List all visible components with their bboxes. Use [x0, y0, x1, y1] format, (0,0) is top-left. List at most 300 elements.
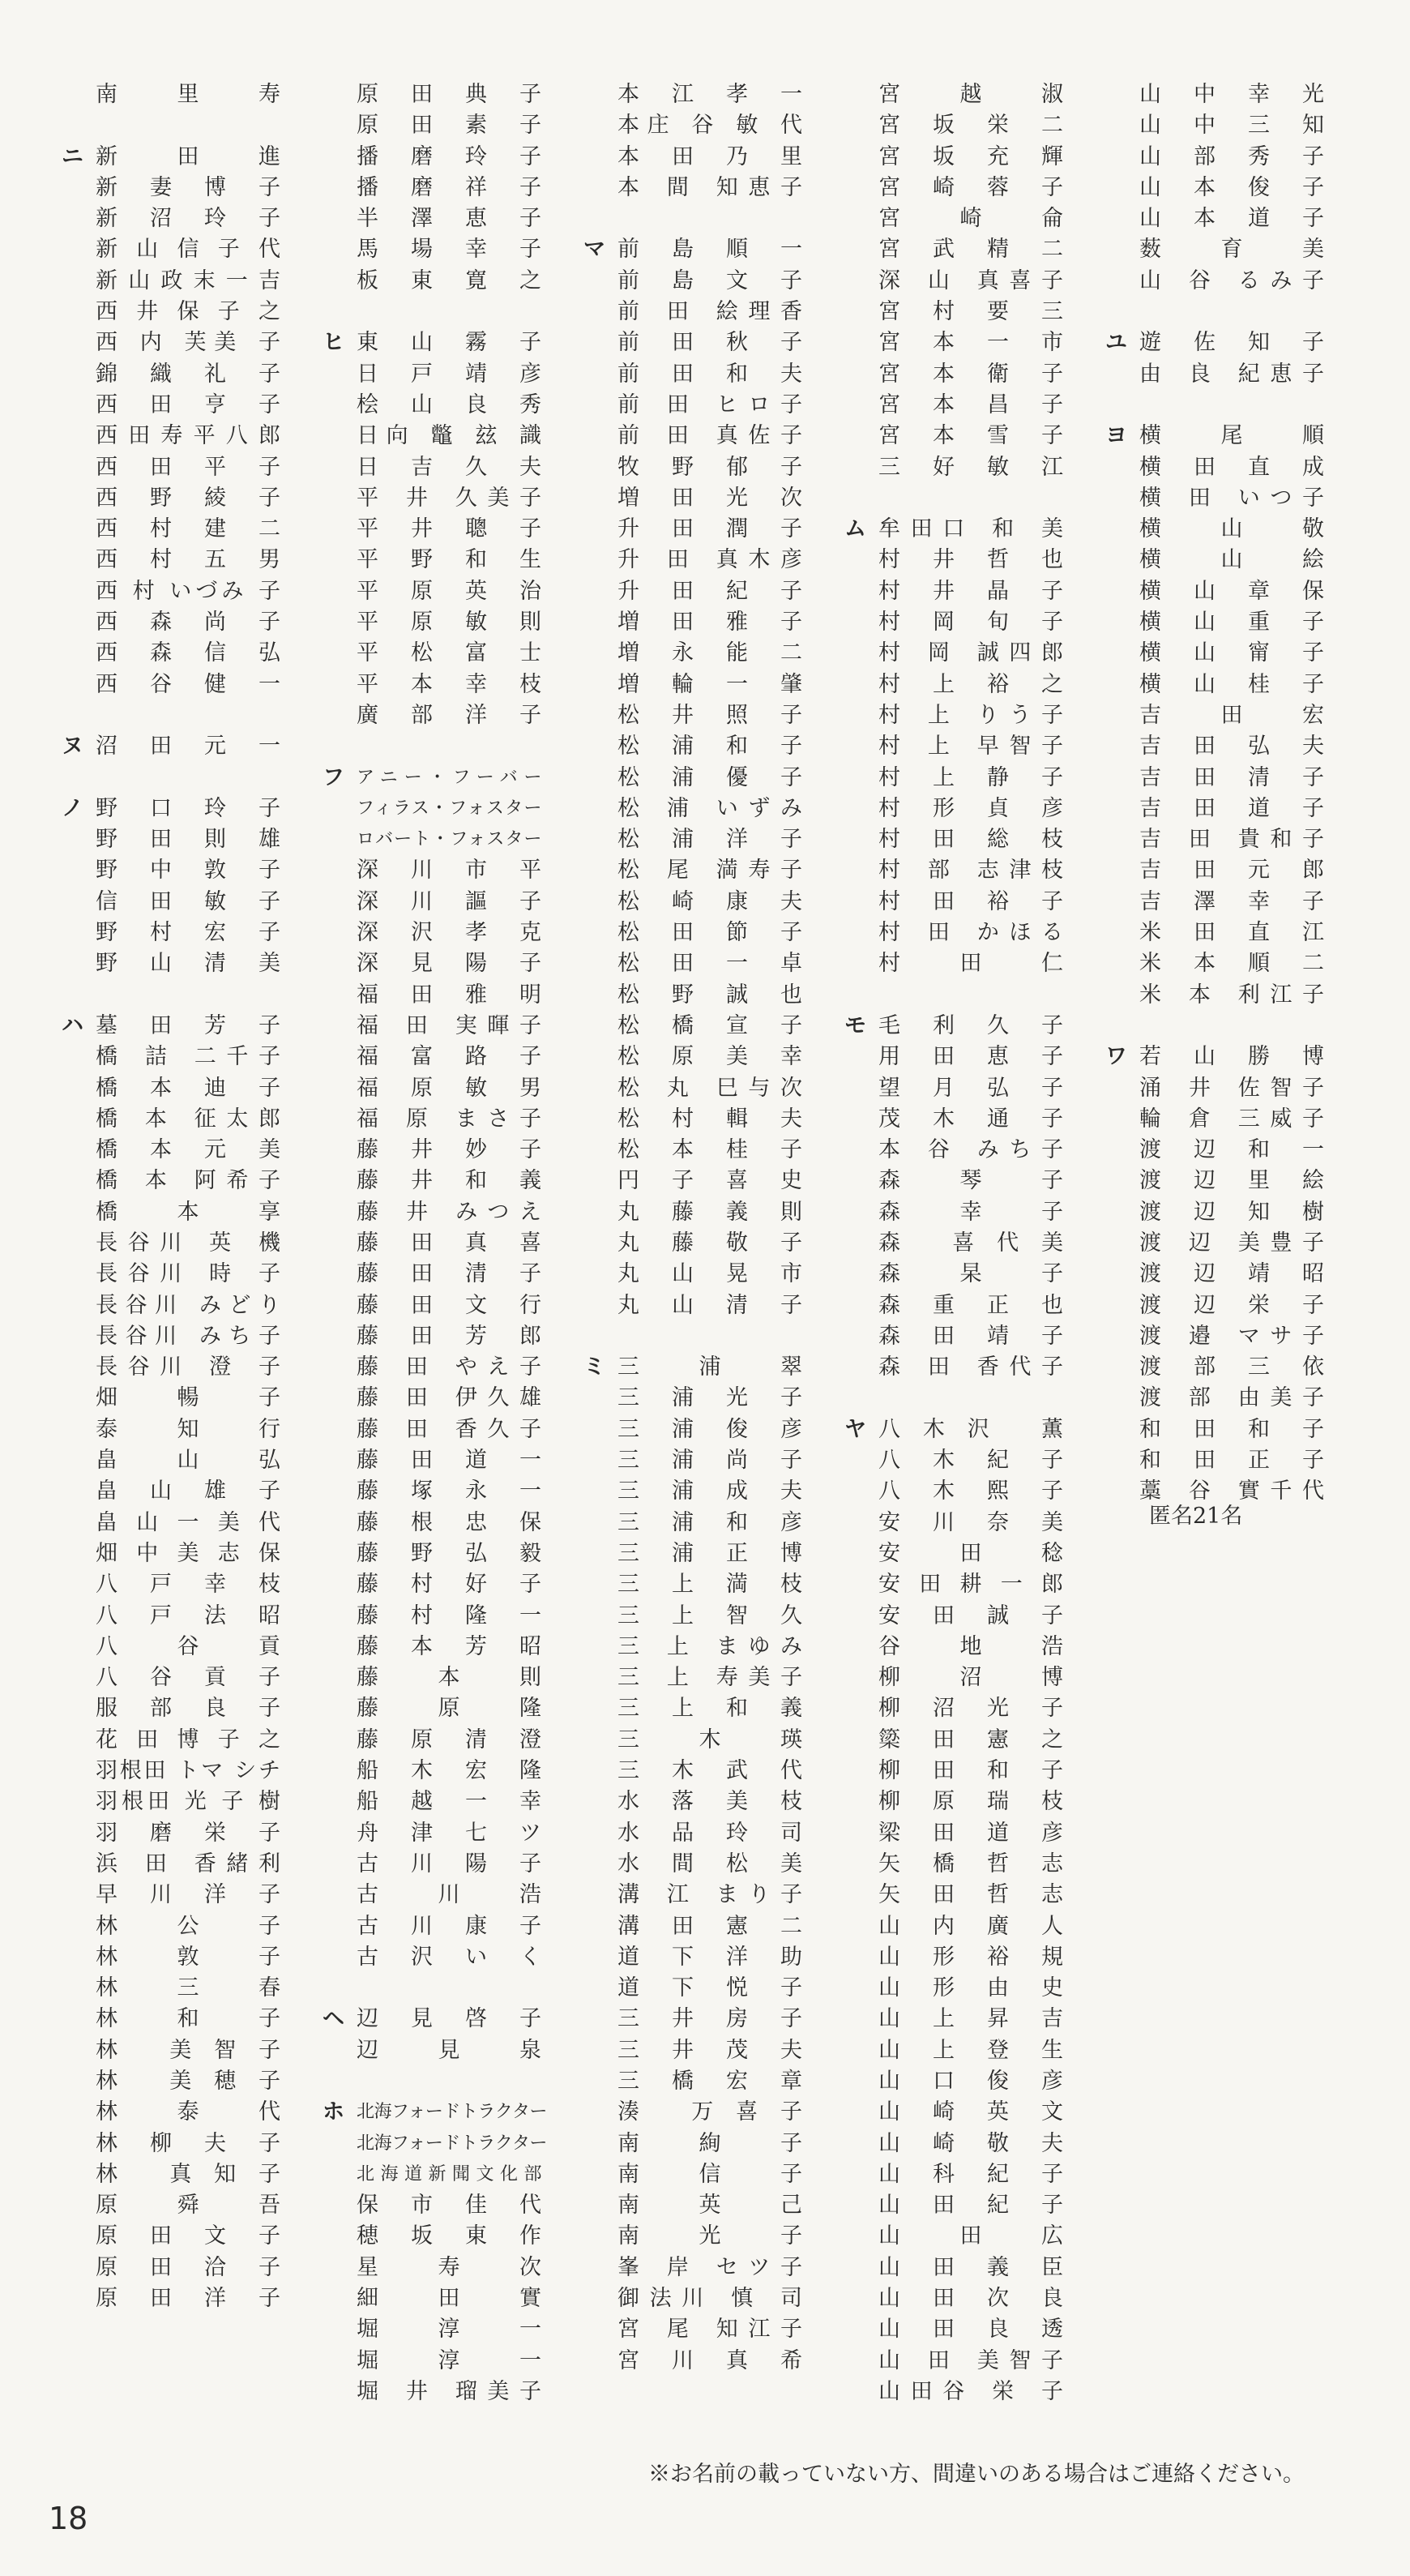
name-row	[1139, 1011, 1324, 1042]
name-row	[1139, 948, 1324, 979]
person-name: 畠 山 雄 子	[96, 1478, 280, 1504]
name-row	[1139, 1259, 1324, 1290]
person-name: 三 上 まゆみ	[617, 1633, 802, 1659]
person-name: 山 口 俊 彦	[878, 2069, 1063, 2094]
name-row	[357, 1787, 541, 1817]
person-name: 宮 越 淑	[878, 82, 1063, 107]
name-row	[357, 142, 541, 173]
name-row	[617, 2097, 802, 2128]
person-name: 宮 本 一 市	[878, 330, 1063, 356]
name-row	[1139, 452, 1324, 483]
name-row	[62, 731, 280, 762]
person-name: 深 川 市 平	[357, 858, 541, 884]
person-name: 峯 岸 セツ子	[617, 2254, 802, 2280]
name-row	[96, 918, 280, 948]
person-name: 三 上 寿美子	[617, 1665, 802, 1691]
name-row	[62, 142, 280, 173]
person-name: 三 浦 俊 彦	[617, 1416, 802, 1442]
person-name: 本 間 知恵子	[617, 174, 802, 200]
name-row	[878, 452, 1063, 483]
name-row	[878, 1880, 1063, 1911]
name-row	[878, 607, 1063, 638]
person-name: 花 田 博 子 之	[96, 1727, 280, 1752]
name-row	[357, 1352, 541, 1383]
person-name: 半 澤 恵 子	[357, 206, 541, 232]
person-name: 堀 淳 一	[357, 2317, 541, 2343]
name-row	[617, 1973, 802, 2004]
name-row	[878, 2035, 1063, 2066]
name-row	[617, 2159, 802, 2190]
person-name: 廣 部 洋 子	[357, 702, 541, 728]
name-row	[878, 1383, 1063, 1414]
person-name: 新 山 信 子 代	[96, 237, 280, 263]
name-row	[357, 2035, 541, 2066]
name-row	[878, 483, 1063, 514]
name-row	[617, 2035, 802, 2066]
name-row	[1139, 1135, 1324, 1166]
name-row	[357, 1321, 541, 1352]
person-name: 増 永 能 二	[617, 640, 802, 666]
name-row	[617, 948, 802, 979]
name-row	[96, 266, 280, 297]
section-kana-heading: ホ	[323, 2099, 344, 2125]
name-row	[878, 234, 1063, 265]
person-name: 藤 田 香久子	[357, 1416, 541, 1442]
person-name: 横 田 直 成	[1139, 454, 1324, 480]
person-name: 西 村 五 男	[96, 547, 280, 573]
name-row	[357, 1725, 541, 1756]
person-name: 横 山 甯 子	[1139, 640, 1324, 666]
person-name: 森 琴 子	[878, 1168, 1063, 1194]
name-row	[357, 2190, 541, 2221]
person-name: 渡 部 三 依	[1139, 1354, 1324, 1380]
name-row	[357, 234, 541, 265]
name-row	[1139, 1104, 1324, 1135]
person-name: 畑 暢 子	[96, 1385, 280, 1411]
person-name: 浜 田 香緒利	[96, 1851, 280, 1876]
person-name: 三 浦 正 博	[617, 1540, 802, 1566]
person-name: 牧 野 郁 子	[617, 454, 802, 480]
name-row	[878, 2190, 1063, 2221]
person-name: 原 田 洋 子	[96, 2286, 280, 2312]
person-name: 畠 山 弘	[96, 1448, 280, 1474]
person-name: 村 上 りう子	[878, 702, 1063, 728]
person-name: 丸 藤 義 則	[617, 1199, 802, 1225]
person-name: 八 戸 法 昭	[96, 1603, 280, 1628]
name-row	[357, 1756, 541, 1787]
name-row	[617, 297, 802, 327]
name-row	[96, 763, 280, 794]
person-name: 平 野 和 生	[357, 547, 541, 573]
name-row	[617, 1414, 802, 1445]
name-row	[96, 173, 280, 203]
name-row	[1105, 421, 1324, 451]
person-name: 和 田 正 子	[1139, 1448, 1324, 1474]
name-row	[357, 1042, 541, 1072]
name-row	[1139, 142, 1324, 173]
person-name: 山 中 三 知	[1139, 113, 1324, 139]
person-name: 山 田 紀 子	[878, 2193, 1063, 2219]
section-kana-heading: ユ	[1105, 330, 1127, 356]
anonymous-count: 匿名21名	[1149, 1504, 1243, 1529]
person-name: 信 田 敏 子	[96, 888, 280, 914]
name-row	[357, 1942, 541, 1973]
person-name: 橋 本 享	[96, 1199, 280, 1225]
name-row	[617, 1693, 802, 1724]
person-name: 本 江 孝 一	[617, 82, 802, 107]
name-row	[96, 2159, 280, 2190]
person-name: 辺 見 泉	[357, 2037, 541, 2063]
name-column-4	[844, 79, 1063, 2407]
person-name: 柳 原 瑞 枝	[878, 1789, 1063, 1815]
name-row	[357, 1973, 541, 2004]
name-row	[96, 483, 280, 514]
name-row	[96, 1476, 280, 1507]
name-row	[617, 1662, 802, 1693]
name-row	[878, 1073, 1063, 1104]
name-row	[617, 1725, 802, 1756]
person-name: 森 重 正 也	[878, 1292, 1063, 1318]
person-name: 村 岡 誠四郎	[878, 640, 1063, 666]
name-row	[96, 638, 280, 669]
person-name: 藤 本 芳 昭	[357, 1633, 541, 1659]
person-name: 八 戸 幸 枝	[96, 1572, 280, 1598]
person-name: 山 上 登 生	[878, 2037, 1063, 2063]
name-row	[96, 421, 280, 451]
person-name: 松 田 一 卓	[617, 951, 802, 977]
name-row	[96, 855, 280, 886]
name-row	[96, 203, 280, 234]
name-row	[357, 1662, 541, 1693]
name-row	[96, 452, 280, 483]
name-row	[357, 670, 541, 700]
person-name: 平 原 英 治	[357, 578, 541, 604]
name-row	[617, 1538, 802, 1569]
name-row	[357, 855, 541, 886]
name-row	[1139, 1352, 1324, 1383]
person-name: 日向 鼈 玆 識	[357, 423, 541, 449]
name-row	[357, 79, 541, 110]
person-name: 渡 辺 里 絵	[1139, 1168, 1324, 1194]
name-row	[617, 1818, 802, 1849]
name-row	[617, 1880, 802, 1911]
name-row	[878, 2129, 1063, 2159]
name-row	[844, 1414, 1063, 1445]
person-name: 山 上 昇 吉	[878, 2006, 1063, 2032]
name-row	[617, 203, 802, 234]
name-row	[878, 824, 1063, 855]
name-row	[357, 203, 541, 234]
person-name: 水 間 松 美	[617, 1851, 802, 1876]
name-row	[357, 576, 541, 607]
person-name: 宮 崎 蓉 子	[878, 174, 1063, 200]
person-name: 橋 詰 二千子	[96, 1044, 280, 1070]
section-kana-heading: フ	[323, 764, 344, 790]
name-row	[617, 1321, 802, 1352]
name-row	[357, 2066, 541, 2097]
name-row	[96, 1787, 280, 1817]
name-row	[878, 948, 1063, 979]
person-name: 平 本 幸 枝	[357, 671, 541, 697]
name-row	[1139, 390, 1324, 421]
name-row	[878, 1508, 1063, 1538]
person-name: 三 木 瑛	[617, 1727, 802, 1752]
person-name: 増 田 光 次	[617, 485, 802, 511]
person-name: 山 本 俊 子	[1139, 174, 1324, 200]
person-name: 山 田 義 臣	[878, 2254, 1063, 2280]
name-row	[617, 1445, 802, 1476]
name-row	[617, 1011, 802, 1042]
person-name: 三 上 和 義	[617, 1696, 802, 1722]
name-row	[878, 1632, 1063, 1662]
name-row	[96, 670, 280, 700]
name-row	[583, 234, 802, 265]
name-row	[1139, 1228, 1324, 1259]
person-name: 三 上 満 枝	[617, 1572, 802, 1598]
name-column-1	[62, 79, 280, 2314]
person-name: アニー・フーバー	[357, 767, 541, 788]
person-name: 原 田 典 子	[357, 82, 541, 107]
person-name: 北海フォードトラクター	[357, 2133, 547, 2154]
name-row	[357, 1508, 541, 1538]
name-row	[96, 110, 280, 141]
person-name: 森 幸 子	[878, 1199, 1063, 1225]
person-name: 西 森 尚 子	[96, 610, 280, 635]
name-row	[1139, 173, 1324, 203]
name-row	[357, 545, 541, 576]
person-name: 錦 織 礼 子	[96, 361, 280, 387]
name-row	[357, 390, 541, 421]
person-name: 宮 本 衛 子	[878, 361, 1063, 387]
person-name: 西 村 建 二	[96, 516, 280, 542]
person-name: 丸 山 清 子	[617, 1292, 802, 1318]
person-name: 簗 田 憲 之	[878, 1727, 1063, 1752]
person-name: 山 田 次 良	[878, 2286, 1063, 2312]
name-row	[617, 980, 802, 1011]
person-name: 原 田 文 子	[96, 2223, 280, 2249]
person-name: 深 山 真喜子	[878, 267, 1063, 293]
name-row	[617, 2190, 802, 2221]
person-name: 日 吉 久 夫	[357, 454, 541, 480]
person-name: 村 上 早智子	[878, 734, 1063, 760]
person-name: 松 井 照 子	[617, 702, 802, 728]
name-row	[1139, 297, 1324, 327]
name-row	[1105, 327, 1324, 358]
name-row	[96, 1445, 280, 1476]
person-name: 三 浦 成 夫	[617, 1478, 802, 1504]
person-name: 南 里 寿	[96, 82, 280, 107]
name-row	[96, 2283, 280, 2314]
person-name: 新 妻 博 子	[96, 174, 280, 200]
name-row	[1139, 918, 1324, 948]
name-row	[583, 1352, 802, 1383]
name-column-2	[323, 79, 547, 2407]
name-row	[357, 1538, 541, 1569]
person-name: 宮 川 真 希	[617, 2347, 802, 2373]
name-row	[878, 1787, 1063, 1817]
person-name: 平 井 久美子	[357, 485, 541, 511]
person-name: 山田谷 栄 子	[878, 2378, 1063, 2404]
section-kana-heading: ハ	[62, 1012, 83, 1038]
name-row	[357, 1414, 541, 1445]
section-kana-heading: ニ	[62, 143, 83, 169]
section-kana-heading: ヤ	[844, 1416, 866, 1442]
name-row	[96, 2190, 280, 2221]
section-kana-heading: ム	[844, 516, 866, 542]
name-row	[357, 607, 541, 638]
person-name: 山 本 道 子	[1139, 206, 1324, 232]
name-row	[357, 1569, 541, 1600]
name-row	[878, 79, 1063, 110]
person-name: 林 真知子	[96, 2161, 280, 2187]
name-row	[617, 1166, 802, 1196]
name-row	[357, 2221, 541, 2252]
name-row	[617, 1911, 802, 1942]
name-row	[878, 2314, 1063, 2345]
name-row	[1139, 794, 1324, 824]
section-kana-heading: モ	[844, 1012, 866, 1038]
name-row	[1139, 1321, 1324, 1352]
name-row	[878, 1756, 1063, 1787]
person-name: 横 尾 順	[1139, 423, 1324, 449]
name-row	[357, 1818, 541, 1849]
name-row	[96, 2129, 280, 2159]
name-row	[1139, 855, 1324, 886]
person-name: 村 井 晶 子	[878, 578, 1063, 604]
name-row	[96, 2221, 280, 2252]
name-row	[617, 1508, 802, 1538]
person-name: 和 田 和 子	[1139, 1416, 1324, 1442]
name-row	[96, 1693, 280, 1724]
person-name: 舟 津 七 ツ	[357, 1820, 541, 1846]
person-name: 三 好 敏 江	[878, 454, 1063, 480]
name-row	[878, 1538, 1063, 1569]
name-row	[878, 142, 1063, 173]
person-name: 橋 本 迪 子	[96, 1075, 280, 1101]
name-row	[96, 2035, 280, 2066]
name-row	[617, 1228, 802, 1259]
name-row	[357, 1601, 541, 1632]
person-name: 渡 辺 知 樹	[1139, 1199, 1324, 1225]
person-name: 松 浦 洋 子	[617, 827, 802, 853]
name-row	[357, 359, 541, 390]
name-row	[878, 327, 1063, 358]
name-row	[357, 2283, 541, 2314]
name-row	[357, 1849, 541, 1880]
name-row	[617, 638, 802, 669]
person-name: 平 原 敏 則	[357, 610, 541, 635]
person-name: 藤 田 清 子	[357, 1261, 541, 1287]
name-row	[357, 1693, 541, 1724]
name-row	[617, 918, 802, 948]
name-row	[357, 452, 541, 483]
name-row	[96, 1414, 280, 1445]
name-row	[96, 327, 280, 358]
person-name: 橋 本 元 美	[96, 1137, 280, 1163]
name-row	[357, 297, 541, 327]
name-row	[62, 794, 280, 824]
name-row	[617, 2253, 802, 2283]
name-row	[878, 2346, 1063, 2377]
name-row	[617, 1632, 802, 1662]
person-name: 山 崎 敬 夫	[878, 2130, 1063, 2156]
person-name: 東 山 霧 子	[357, 330, 541, 356]
person-name: 古 川 浩	[357, 1882, 541, 1908]
name-row	[96, 2004, 280, 2035]
person-name: 宮 坂 充 輝	[878, 143, 1063, 169]
name-row	[357, 110, 541, 141]
name-row	[96, 1632, 280, 1662]
name-row	[617, 1135, 802, 1166]
person-name: 吉 田 元 郎	[1139, 858, 1324, 884]
name-row	[357, 1880, 541, 1911]
person-name: 水 品 玲 司	[617, 1820, 802, 1846]
name-row	[357, 887, 541, 918]
section-kana-heading: ミ	[583, 1354, 605, 1380]
person-name: 泰 知 行	[96, 1416, 280, 1442]
person-name: 溝 江 まり子	[617, 1882, 802, 1908]
name-row	[878, 297, 1063, 327]
person-name: 前 田 和 夫	[617, 361, 802, 387]
name-row	[617, 700, 802, 731]
name-row	[878, 2159, 1063, 2190]
name-row	[96, 514, 280, 545]
name-row	[878, 390, 1063, 421]
person-name: 新 山 政 末 一 吉	[96, 267, 280, 293]
person-name: 森 杲 子	[878, 1261, 1063, 1287]
person-name: 由 良 紀恵子	[1139, 361, 1324, 387]
name-row	[617, 731, 802, 762]
name-row	[357, 1290, 541, 1321]
person-name: 三 上 智 久	[617, 1603, 802, 1628]
name-row	[1139, 607, 1324, 638]
section-kana-heading: マ	[583, 237, 605, 263]
name-row	[96, 1538, 280, 1569]
person-name: 松 崎 康 夫	[617, 888, 802, 914]
name-row	[1139, 1414, 1324, 1445]
name-row	[1139, 266, 1324, 297]
name-row	[1139, 700, 1324, 731]
name-row	[878, 2004, 1063, 2035]
person-name: 丸 山 晃 市	[617, 1261, 802, 1287]
person-name: 藤 野 弘 毅	[357, 1540, 541, 1566]
person-name: 吉 田 弘 夫	[1139, 734, 1324, 760]
name-row	[357, 1911, 541, 1942]
person-name: 林 柳 夫 子	[96, 2130, 280, 2156]
name-row	[617, 607, 802, 638]
person-name: 西 村 いづみ 子	[96, 578, 280, 604]
person-name: 安 田 誠 子	[878, 1603, 1063, 1628]
name-row	[617, 1042, 802, 1072]
name-row	[96, 1973, 280, 2004]
name-row	[357, 638, 541, 669]
person-name: 薮 育 美	[1139, 237, 1324, 263]
person-name: 山 形 由 史	[878, 1975, 1063, 2001]
person-name: 藤 田 文 行	[357, 1292, 541, 1318]
person-name: 播 磨 祥 子	[357, 174, 541, 200]
name-row	[878, 855, 1063, 886]
person-name: 野 田 則 雄	[96, 827, 280, 853]
person-name: 増 田 雅 子	[617, 610, 802, 635]
person-name: 藤 原 隆	[357, 1696, 541, 1722]
person-name: 松 浦 優 子	[617, 764, 802, 790]
name-row	[1105, 1042, 1324, 1072]
name-row	[617, 452, 802, 483]
name-row	[96, 1818, 280, 1849]
name-row	[617, 266, 802, 297]
person-name: 松 田 節 子	[617, 920, 802, 946]
person-name: 羽根田 光 子 樹	[96, 1789, 280, 1815]
